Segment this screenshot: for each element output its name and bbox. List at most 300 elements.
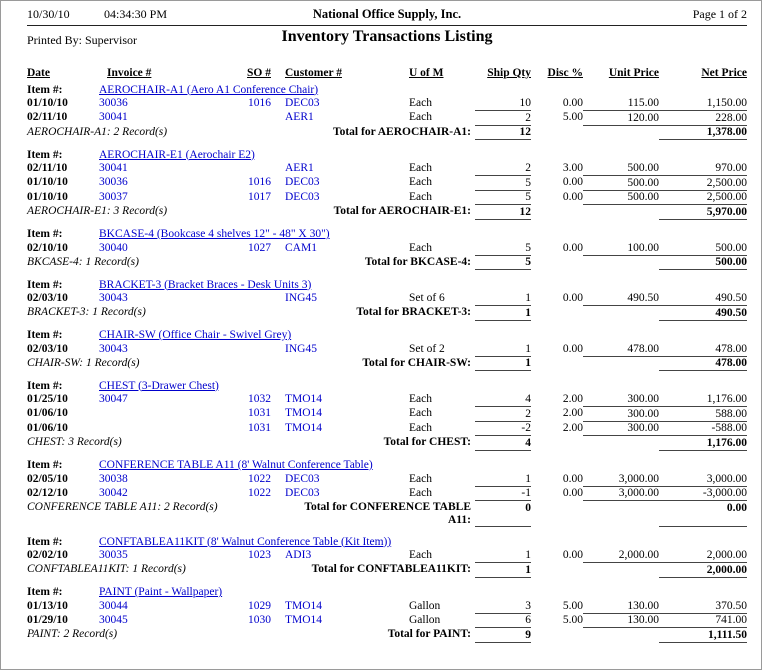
spacer-cell [27,577,747,586]
unit-price: 130.00 [583,613,659,628]
ship-qty: 10 [475,97,531,111]
total-ship-qty: 4 [475,436,531,451]
so-number[interactable]: 1030 [248,613,271,626]
date: 01/13/10 [27,599,68,612]
disc-pct: 5.00 [562,613,583,626]
invoice-number[interactable]: 30038 [99,472,128,485]
so-number [235,342,271,356]
empty-cell [531,628,583,643]
empty-cell [583,628,659,643]
customer-number[interactable]: DEC03 [285,486,320,499]
net-price: 370.50 [659,599,747,613]
disc-pct: 2.00 [562,407,583,419]
ship-qty: 5 [475,176,531,191]
group-total-label [235,563,475,578]
item-group-header [27,228,747,242]
date: 02/03/10 [27,342,68,355]
net-price: 3,000.00 [659,472,747,486]
column-header-label: SO # [247,67,271,79]
item-number-label: Item #: [27,228,63,240]
net-price: 500.00 [659,241,747,255]
customer-number[interactable]: DEC03 [285,176,320,188]
group-total-label [235,628,475,643]
customer-number[interactable]: TMO14 [285,421,323,434]
transaction-row [27,162,747,176]
report-header-line2 [27,28,747,54]
date: 01/06/10 [27,421,68,434]
empty-cell [531,563,583,578]
total-net-price: 1,111.50 [659,628,747,643]
column-header-label: Customer # [285,67,342,79]
date: 02/02/10 [27,549,68,561]
column-header-label: Invoice # [107,67,152,79]
total-net-price: 2,000.00 [659,563,747,578]
total-net-price: 500.00 [659,255,747,270]
group-total-row [27,205,747,220]
invoice-number[interactable]: 30041 [99,162,128,174]
so-number[interactable]: 1027 [248,241,271,254]
total-ship-qty: 12 [475,205,531,220]
record-count: BRACKET-3: 1 Record(s) [27,306,146,318]
customer-number[interactable]: DEC03 [285,190,320,203]
group-spacer [27,371,747,380]
unit-price: 300.00 [583,421,659,436]
item-group-header [27,148,747,162]
so-number[interactable]: 1031 [248,407,271,419]
so-number[interactable]: 1032 [248,393,271,405]
date: 02/11/10 [27,162,68,174]
group-total-label [235,501,475,527]
printed-by: Printed By: Supervisor [27,33,137,47]
empty-cell [583,501,659,527]
column-header-label: Disc % [547,67,583,79]
item-number-label: Item #: [27,278,63,291]
item-group-header [27,459,747,473]
report-datetime [27,7,245,22]
net-price: 478.00 [659,342,747,356]
uom: Each [409,472,432,485]
item-link[interactable]: BKCASE-4 (Bookcase 4 shelves 12" - 48" X 30") [99,228,330,240]
record-count: CONFTABLEA11KIT: 1 Record(s) [27,563,186,575]
empty-cell [531,205,583,220]
uom: Each [409,97,432,109]
unit-price: 500.00 [583,162,659,176]
disc-pct: 0.00 [562,549,583,561]
invoice-number[interactable]: 30047 [99,393,128,405]
item-number-label: Item #: [27,83,63,96]
group-total-label [235,356,475,371]
item-number-label: Item #: [27,379,63,392]
transaction-row [27,111,747,126]
invoice-number[interactable]: 30044 [99,599,128,612]
item-group-header [27,278,747,292]
customer-number[interactable]: TMO14 [285,613,323,626]
empty-cell [583,356,659,371]
disc-pct: 0.00 [562,292,583,304]
date: 02/05/10 [27,472,68,485]
transactions-table [27,67,747,651]
unit-price: 3,000.00 [583,486,659,501]
total-net-price: 478.00 [659,356,747,371]
column-header-label: Net Price [701,67,747,79]
item-link[interactable]: CONFERENCE TABLE A11 (8' Walnut Conference Table) [99,459,373,471]
transaction-row [27,190,747,205]
customer-number[interactable]: ING45 [285,292,317,304]
column-header-disc [531,67,583,83]
empty-cell [531,356,583,371]
invoice-number[interactable]: 30040 [99,241,128,254]
item-group-header [27,83,747,97]
group-spacer [27,320,747,329]
empty-cell [583,436,659,451]
so-number[interactable]: 1031 [248,421,271,434]
uom: Each [409,162,432,174]
group-total-label [235,205,475,220]
customer-number[interactable]: DEC03 [285,97,320,109]
uom: Each [409,176,432,188]
group-total-label [235,306,475,321]
empty-cell [531,255,583,270]
net-price: -3,000.00 [659,486,747,501]
customer-number[interactable]: AER1 [285,111,314,123]
spacer-cell [27,527,747,536]
date: 01/06/10 [27,407,68,419]
uom: Each [409,421,432,434]
total-ship-qty: 9 [475,628,531,643]
group-total-label-text: Total for CHEST: [383,436,471,448]
total-net-price: 1,176.00 [659,436,747,451]
so-number[interactable]: 1016 [248,97,271,109]
empty-cell [531,501,583,527]
unit-price: 115.00 [583,97,659,111]
invoice-number[interactable]: 30041 [99,111,128,123]
ship-qty: 1 [475,549,531,563]
invoice-number[interactable]: 30036 [99,97,128,109]
item-number-label: Item #: [27,148,63,161]
unit-price: 120.00 [583,111,659,126]
date: 02/11/10 [27,111,68,123]
item-link[interactable]: AEROCHAIR-E1 (Aerochair E2) [99,148,255,161]
total-net-price: 490.50 [659,306,747,321]
date: 02/10/10 [27,241,68,254]
column-header-label: U of M [409,67,444,79]
group-total-label-text: Total for CONFERENCE TABLE A11: [304,501,471,526]
group-total-row [27,356,747,371]
ship-qty: -2 [475,421,531,436]
disc-pct: 0.00 [562,472,583,485]
column-header-row [27,67,747,83]
net-price: 1,176.00 [659,393,747,407]
item-group-header [27,329,747,343]
customer-number[interactable]: DEC03 [285,472,320,485]
ship-qty: 4 [475,393,531,407]
ship-qty: 2 [475,162,531,176]
so-number[interactable]: 1016 [248,176,271,188]
date: 01/10/10 [27,97,68,109]
so-number [235,111,271,126]
column-header-date [27,67,95,83]
group-spacer [27,577,747,586]
transaction-row [27,176,747,191]
invoice-number[interactable]: 30035 [99,549,128,561]
ship-qty: 1 [475,292,531,306]
so-number[interactable]: 1017 [248,190,271,203]
disc-pct: 0.00 [562,486,583,499]
report-rows [27,83,747,651]
group-total-label-text: Total for AEROCHAIR-A1: [332,125,471,138]
total-ship-qty: 1 [475,306,531,321]
group-spacer [27,527,747,536]
column-header-label: Ship Qty [487,67,531,79]
disc-pct: 2.00 [562,421,583,434]
group-spacer [27,450,747,459]
transaction-row [27,549,747,563]
item-link[interactable]: CHEST (3-Drawer Chest) [99,379,219,392]
record-count: CHEST: 3 Record(s) [27,436,122,448]
item-link[interactable]: BRACKET-3 (Bracket Braces - Desk Units 3) [99,278,312,291]
disc-pct: 5.00 [562,599,583,612]
unit-price: 300.00 [583,393,659,407]
customer-number[interactable]: CAM1 [285,241,317,254]
ship-qty: 3 [475,599,531,613]
company-name: National Office Supply, Inc. [312,7,462,21]
invoice-number[interactable]: 30045 [99,613,128,626]
transaction-row [27,421,747,436]
report-title: Inventory Transactions Listing [281,28,493,45]
uom: Gallon [409,599,441,612]
record-count: BKCASE-4: 1 Record(s) [27,255,139,268]
transaction-row [27,292,747,306]
group-total-label-text: Total for BRACKET-3: [356,306,471,318]
column-header-unit-price [583,67,659,83]
column-header-so [235,67,271,83]
record-count: AEROCHAIR-A1: 2 Record(s) [27,125,168,138]
record-count: CHAIR-SW: 1 Record(s) [27,356,140,369]
empty-cell [583,563,659,578]
report-date: 10/30/10 [27,7,70,21]
item-group-header [27,586,747,600]
date: 02/12/10 [27,486,68,499]
customer-number[interactable]: TMO14 [285,407,323,419]
so-number[interactable]: 1022 [248,472,271,485]
unit-price: 130.00 [583,599,659,613]
invoice-number[interactable]: 30037 [99,190,128,203]
uom: Each [409,111,432,123]
invoice-number[interactable]: 30042 [99,486,128,499]
unit-price: 100.00 [583,241,659,255]
uom: Set of 6 [409,292,445,304]
column-header-invoice [95,67,235,83]
group-total-label [235,125,475,140]
group-total-row [27,125,747,140]
so-number[interactable]: 1022 [248,486,271,499]
customer-number[interactable]: TMO14 [285,599,323,612]
disc-pct: 0.00 [562,190,583,203]
total-ship-qty: 0 [475,501,531,527]
group-spacer [27,219,747,228]
net-price: 2,000.00 [659,549,747,563]
net-price: 741.00 [659,613,747,628]
unit-price: 2,000.00 [583,549,659,563]
item-link[interactable]: CONFTABLEA11KIT (8' Walnut Conference Table (Kit Item)) [99,535,392,548]
disc-pct: 0.00 [562,97,583,109]
record-count: AEROCHAIR-E1: 3 Record(s) [27,205,168,217]
record-count: PAINT: 2 Record(s) [27,628,118,640]
net-price: 1,150.00 [659,97,747,111]
group-total-row [27,563,747,578]
so-number [235,292,271,306]
unit-price: 478.00 [583,342,659,356]
disc-pct: 2.00 [562,393,583,405]
page-indicator: Page 1 of 2 [692,7,748,21]
transaction-row [27,407,747,422]
date: 02/03/10 [27,292,68,304]
group-total-label-text: Total for PAINT: [387,628,471,640]
so-number[interactable]: 1029 [248,599,271,612]
ship-qty: 5 [475,190,531,205]
column-header-customer [271,67,383,83]
group-total-row [27,501,747,527]
empty-cell [531,436,583,451]
spacer-cell [27,320,747,329]
item-link[interactable]: CHAIR-SW (Office Chair - Swivel Grey) [99,329,292,341]
so-number[interactable]: 1023 [248,549,271,561]
transaction-row [27,472,747,486]
spacer-cell [27,219,747,228]
item-number-label: Item #: [27,329,63,341]
uom: Each [409,486,432,499]
so-number [235,162,271,176]
group-total-label [235,436,475,451]
transaction-row [27,613,747,628]
date: 01/29/10 [27,613,68,626]
date: 01/25/10 [27,393,68,405]
invoice-number[interactable]: 30043 [99,292,128,304]
customer-number[interactable]: ADI3 [285,549,312,561]
column-header-u-of-m [383,67,475,83]
disc-pct: 3.00 [562,162,583,174]
item-link[interactable]: PAINT (Paint - Wallpaper) [99,586,223,598]
transaction-row [27,486,747,501]
spacer-cell [27,642,747,651]
ship-qty: 1 [475,472,531,486]
group-spacer [27,140,747,149]
report-header-line1 [27,7,747,26]
invoice-number[interactable]: 30036 [99,176,128,188]
total-ship-qty: 5 [475,255,531,270]
empty-cell [583,255,659,270]
unit-price: 3,000.00 [583,472,659,486]
empty-cell [583,205,659,220]
empty-cell [531,125,583,140]
empty-cell [583,125,659,140]
net-price: 970.00 [659,162,747,176]
date: 01/10/10 [27,190,68,203]
unit-price: 490.50 [583,292,659,306]
net-price: 2,500.00 [659,176,747,191]
group-spacer [27,642,747,651]
invoice-number [95,421,235,436]
ship-qty: 1 [475,342,531,356]
group-total-row [27,436,747,451]
group-total-row [27,255,747,270]
spacer-cell [27,270,747,279]
disc-pct: 0.00 [562,342,583,355]
net-price: 490.50 [659,292,747,306]
uom: Each [409,393,432,405]
group-spacer [27,270,747,279]
customer-number[interactable]: TMO14 [285,393,323,405]
spacer-cell [27,371,747,380]
transaction-row [27,599,747,613]
total-net-price: 1,378.00 [659,125,747,140]
transaction-row [27,393,747,407]
empty-cell [583,306,659,321]
item-number-label: Item #: [27,535,63,548]
net-price: -588.00 [659,421,747,436]
report-time: 04:34:30 PM [104,7,168,21]
item-number-label: Item #: [27,586,63,598]
group-total-row [27,628,747,643]
total-ship-qty: 1 [475,356,531,371]
uom: Gallon [409,613,441,626]
customer-number[interactable]: ING45 [285,342,317,355]
net-price: 588.00 [659,407,747,422]
uom: Each [409,190,432,203]
group-total-row [27,306,747,321]
disc-pct: 0.00 [562,176,583,188]
ship-qty: -1 [475,486,531,501]
group-total-label-text: Total for CHAIR-SW: [362,356,471,369]
disc-pct: 0.00 [562,241,583,254]
customer-number[interactable]: AER1 [285,162,314,174]
total-net-price: 0.00 [659,501,747,527]
record-count: CONFERENCE TABLE A11: 2 Record(s) [27,501,218,513]
total-net-price: 5,970.00 [659,205,747,220]
transaction-row [27,342,747,356]
transaction-row [27,97,747,111]
item-group-header [27,379,747,393]
uom: Each [409,407,432,419]
spacer-cell [27,140,747,149]
group-total-label-text: Total for CONFTABLEA11KIT: [311,563,471,575]
invoice-number [95,407,235,422]
column-header-label: Date [27,67,50,79]
unit-price: 300.00 [583,407,659,422]
item-number-label: Item #: [27,459,63,471]
invoice-number[interactable]: 30043 [99,342,128,355]
ship-qty: 5 [475,241,531,255]
ship-qty: 2 [475,111,531,126]
item-link[interactable]: AEROCHAIR-A1 (Aero A1 Conference Chair) [99,83,319,96]
total-ship-qty: 1 [475,563,531,578]
total-ship-qty: 12 [475,125,531,140]
item-group-header [27,535,747,549]
uom: Each [409,241,432,254]
column-header-net-price [659,67,747,83]
ship-qty: 6 [475,613,531,628]
net-price: 228.00 [659,111,747,126]
transaction-row [27,241,747,255]
disc-pct: 5.00 [562,111,583,123]
uom: Each [409,549,432,561]
uom: Set of 2 [409,342,445,355]
date: 01/10/10 [27,176,68,188]
group-total-label [235,255,475,270]
group-total-label-text: Total for AEROCHAIR-E1: [333,205,471,217]
unit-price: 500.00 [583,190,659,205]
empty-cell [531,306,583,321]
